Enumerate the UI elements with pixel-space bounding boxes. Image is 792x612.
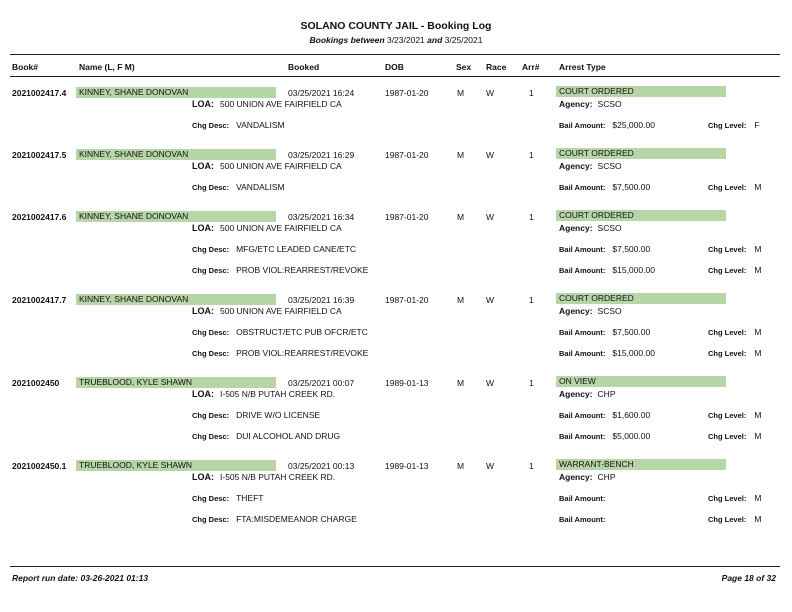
chg-level-value: M	[754, 493, 762, 503]
inmate-name: KINNEY, SHANE DONOVAN	[76, 294, 276, 305]
agency	[559, 161, 622, 171]
agency-label: Agency:	[559, 472, 593, 482]
date-of-birth: 1989-01-13	[385, 378, 429, 388]
date-from: 3/23/2021	[386, 35, 425, 45]
chg-desc-label: Chg Desc:	[192, 328, 230, 337]
col-header-race: Race	[486, 62, 507, 72]
col-header-booked: Booked	[288, 62, 320, 72]
col-header-name: Name (L, F M)	[79, 62, 135, 72]
date-of-birth: 1987-01-20	[385, 88, 429, 98]
inmate-name: KINNEY, SHANE DONOVAN	[76, 87, 276, 98]
loa-label: LOA:	[192, 306, 214, 316]
chg-level-label: Chg Level:	[708, 349, 747, 358]
arrest-type: ON VIEW	[556, 376, 726, 387]
chg-level-value: M	[754, 348, 762, 358]
agency-value: CHP	[597, 472, 616, 482]
bail-amount-value: $7,500.00	[612, 327, 651, 337]
loa-label: LOA:	[192, 472, 214, 482]
bail-amount	[559, 327, 650, 337]
col-header-sex: Sex	[456, 62, 472, 72]
sex: M	[457, 150, 465, 160]
chg-desc-label: Chg Desc:	[192, 432, 230, 441]
loa-value: 500 UNION AVE FAIRFIELD CA	[220, 161, 342, 171]
chg-desc-value: DRIVE W/O LICENSE	[236, 410, 321, 420]
header-top-rule	[10, 54, 780, 55]
booked-datetime: 03/25/2021 16:29	[288, 150, 355, 160]
arrest-number: 1	[529, 88, 534, 98]
booking-record	[0, 295, 792, 375]
bail-amount-label: Bail Amount:	[559, 245, 606, 254]
location-of-arrest	[192, 99, 342, 109]
race: W	[486, 378, 495, 388]
agency	[559, 306, 622, 316]
race: W	[486, 150, 495, 160]
book-number: 2021002417.5	[12, 150, 67, 160]
chg-desc-value: FTA:MISDEMEANOR CHARGE	[236, 514, 357, 524]
loa-value: I-505 N/B PUTAH CREEK RD.	[220, 389, 336, 399]
report-subtitle	[0, 35, 792, 45]
location-of-arrest	[192, 161, 342, 171]
agency	[559, 223, 622, 233]
book-number: 2021002417.4	[12, 88, 67, 98]
footer-rule	[10, 566, 780, 567]
charge-description	[192, 514, 357, 524]
chg-level-label: Chg Level:	[708, 432, 747, 441]
agency-value: SCSO	[597, 306, 622, 316]
charge-description	[192, 348, 368, 358]
chg-level-value: M	[754, 265, 762, 275]
booked-datetime: 03/25/2021 00:13	[288, 461, 355, 471]
charge-level	[708, 410, 761, 420]
chg-level-value: M	[754, 244, 762, 254]
booking-record	[0, 212, 792, 292]
bail-amount-label: Bail Amount:	[559, 121, 606, 130]
chg-level-label: Chg Level:	[708, 266, 747, 275]
chg-level-value: M	[754, 431, 762, 441]
arrest-number: 1	[529, 378, 534, 388]
inmate-name: TRUEBLOOD, KYLE SHAWN	[76, 377, 276, 388]
charge-description	[192, 182, 285, 192]
chg-level-value: M	[754, 182, 762, 192]
bail-amount-label: Bail Amount:	[559, 432, 606, 441]
booking-record	[0, 461, 792, 541]
bail-amount	[559, 348, 655, 358]
chg-desc-label: Chg Desc:	[192, 121, 230, 130]
chg-level-label: Chg Level:	[708, 121, 747, 130]
loa-label: LOA:	[192, 99, 214, 109]
bail-amount	[559, 493, 612, 503]
race: W	[486, 88, 495, 98]
date-to: 3/25/2021	[444, 35, 483, 45]
booked-datetime: 03/25/2021 16:39	[288, 295, 355, 305]
bail-amount	[559, 265, 655, 275]
bail-amount-label: Bail Amount:	[559, 266, 606, 275]
charge-level	[708, 327, 761, 337]
chg-desc-label: Chg Desc:	[192, 266, 230, 275]
chg-desc-label: Chg Desc:	[192, 411, 230, 420]
agency-label: Agency:	[559, 99, 593, 109]
arrest-type: COURT ORDERED	[556, 210, 726, 221]
subtitle-and: and	[427, 35, 443, 45]
charge-level	[708, 120, 760, 130]
loa-value: 500 UNION AVE FAIRFIELD CA	[220, 99, 342, 109]
sex: M	[457, 461, 465, 471]
chg-desc-value: DUI ALCOHOL AND DRUG	[236, 431, 341, 441]
race: W	[486, 295, 495, 305]
bail-amount	[559, 120, 655, 130]
sex: M	[457, 212, 465, 222]
agency-value: SCSO	[597, 99, 622, 109]
bail-amount-value: $7,500.00	[612, 244, 651, 254]
chg-level-label: Chg Level:	[708, 494, 747, 503]
book-number: 2021002417.6	[12, 212, 67, 222]
booked-datetime: 03/25/2021 00:07	[288, 378, 355, 388]
arrest-number: 1	[529, 150, 534, 160]
date-of-birth: 1987-01-20	[385, 295, 429, 305]
chg-level-label: Chg Level:	[708, 183, 747, 192]
race: W	[486, 212, 495, 222]
page-number: Page 18 of 32	[721, 573, 776, 583]
report-run-date: Report run date: 03-26-2021 01:13	[12, 573, 149, 583]
chg-desc-value: VANDALISM	[236, 182, 285, 192]
agency-value: CHP	[597, 389, 616, 399]
charge-level	[708, 182, 761, 192]
bail-amount-value: $15,000.00	[612, 348, 655, 358]
location-of-arrest	[192, 472, 335, 482]
chg-level-label: Chg Level:	[708, 515, 747, 524]
date-of-birth: 1987-01-20	[385, 150, 429, 160]
report-title: SOLANO COUNTY JAIL - Booking Log	[300, 20, 492, 32]
bail-amount-label: Bail Amount:	[559, 183, 606, 192]
sex: M	[457, 378, 465, 388]
booked-datetime: 03/25/2021 16:24	[288, 88, 355, 98]
chg-level-label: Chg Level:	[708, 328, 747, 337]
agency-label: Agency:	[559, 389, 593, 399]
inmate-name: KINNEY, SHANE DONOVAN	[76, 149, 276, 160]
bail-amount-value: $15,000.00	[612, 265, 655, 275]
loa-label: LOA:	[192, 389, 214, 399]
charge-description	[192, 244, 356, 254]
chg-level-label: Chg Level:	[708, 411, 747, 420]
col-header-book: Book#	[12, 62, 38, 72]
agency-value: SCSO	[597, 161, 622, 171]
bail-amount	[559, 431, 650, 441]
chg-level-value: M	[754, 514, 762, 524]
chg-level-label: Chg Level:	[708, 245, 747, 254]
inmate-name: KINNEY, SHANE DONOVAN	[76, 211, 276, 222]
col-header-arr: Arr#	[522, 62, 540, 72]
bail-amount-value: $7,500.00	[612, 182, 651, 192]
col-header-arrest-type: Arrest Type	[559, 62, 606, 72]
chg-level-value: F	[754, 120, 760, 130]
bail-amount	[559, 514, 612, 524]
chg-level-value: M	[754, 410, 762, 420]
bail-amount-label: Bail Amount:	[559, 494, 606, 503]
chg-desc-label: Chg Desc:	[192, 245, 230, 254]
charge-description	[192, 493, 263, 503]
chg-desc-value: VANDALISM	[236, 120, 285, 130]
charge-level	[708, 431, 761, 441]
bail-amount-value: $25,000.00	[612, 120, 655, 130]
charge-description	[192, 410, 320, 420]
agency-label: Agency:	[559, 306, 593, 316]
charge-level	[708, 265, 761, 275]
bail-amount-label: Bail Amount:	[559, 411, 606, 420]
chg-desc-value: THEFT	[236, 493, 264, 503]
charge-level	[708, 514, 761, 524]
charge-description	[192, 265, 368, 275]
bail-amount-label: Bail Amount:	[559, 349, 606, 358]
col-header-dob: DOB	[385, 62, 404, 72]
date-of-birth: 1989-01-13	[385, 461, 429, 471]
bail-amount	[559, 182, 650, 192]
subtitle-prefix: Bookings between	[309, 35, 385, 45]
location-of-arrest	[192, 389, 335, 399]
agency-value: SCSO	[597, 223, 622, 233]
charge-level	[708, 244, 761, 254]
loa-label: LOA:	[192, 161, 214, 171]
loa-value: 500 UNION AVE FAIRFIELD CA	[220, 306, 342, 316]
bail-amount-value: $5,000.00	[612, 431, 651, 441]
arrest-type: COURT ORDERED	[556, 86, 726, 97]
bail-amount-label: Bail Amount:	[559, 515, 606, 524]
chg-desc-label: Chg Desc:	[192, 183, 230, 192]
bail-amount	[559, 410, 650, 420]
bail-amount-label: Bail Amount:	[559, 328, 606, 337]
agency	[559, 389, 616, 399]
inmate-name: TRUEBLOOD, KYLE SHAWN	[76, 460, 276, 471]
charge-description	[192, 327, 368, 337]
agency	[559, 99, 622, 109]
chg-level-value: M	[754, 327, 762, 337]
agency-label: Agency:	[559, 161, 593, 171]
date-of-birth: 1987-01-20	[385, 212, 429, 222]
chg-desc-value: PROB VIOL:REARREST/REVOKE	[236, 348, 369, 358]
race: W	[486, 461, 495, 471]
sex: M	[457, 295, 465, 305]
book-number: 2021002450	[12, 378, 60, 388]
arrest-number: 1	[529, 295, 534, 305]
charge-level	[708, 348, 761, 358]
sex: M	[457, 88, 465, 98]
charge-level	[708, 493, 761, 503]
book-number: 2021002450.1	[12, 461, 67, 471]
chg-desc-label: Chg Desc:	[192, 494, 230, 503]
loa-value: 500 UNION AVE FAIRFIELD CA	[220, 223, 342, 233]
arrest-type: COURT ORDERED	[556, 148, 726, 159]
arrest-type: WARRANT-BENCH	[556, 459, 726, 470]
location-of-arrest	[192, 223, 342, 233]
charge-description	[192, 431, 340, 441]
booking-record	[0, 378, 792, 458]
chg-desc-value: PROB VIOL:REARREST/REVOKE	[236, 265, 369, 275]
bail-amount	[559, 244, 650, 254]
arrest-type: COURT ORDERED	[556, 293, 726, 304]
arrest-number: 1	[529, 461, 534, 471]
header-bottom-rule	[10, 76, 780, 77]
arrest-number: 1	[529, 212, 534, 222]
charge-description	[192, 120, 285, 130]
chg-desc-value: OBSTRUCT/ETC PUB OFCR/ETC	[236, 327, 368, 337]
agency-label: Agency:	[559, 223, 593, 233]
chg-desc-label: Chg Desc:	[192, 349, 230, 358]
agency	[559, 472, 616, 482]
chg-desc-value: MFG/ETC LEADED CANE/ETC	[236, 244, 357, 254]
loa-label: LOA:	[192, 223, 214, 233]
booked-datetime: 03/25/2021 16:34	[288, 212, 355, 222]
loa-value: I-505 N/B PUTAH CREEK RD.	[220, 472, 336, 482]
chg-desc-label: Chg Desc:	[192, 515, 230, 524]
bail-amount-value: $1,600.00	[612, 410, 651, 420]
book-number: 2021002417.7	[12, 295, 67, 305]
location-of-arrest	[192, 306, 342, 316]
